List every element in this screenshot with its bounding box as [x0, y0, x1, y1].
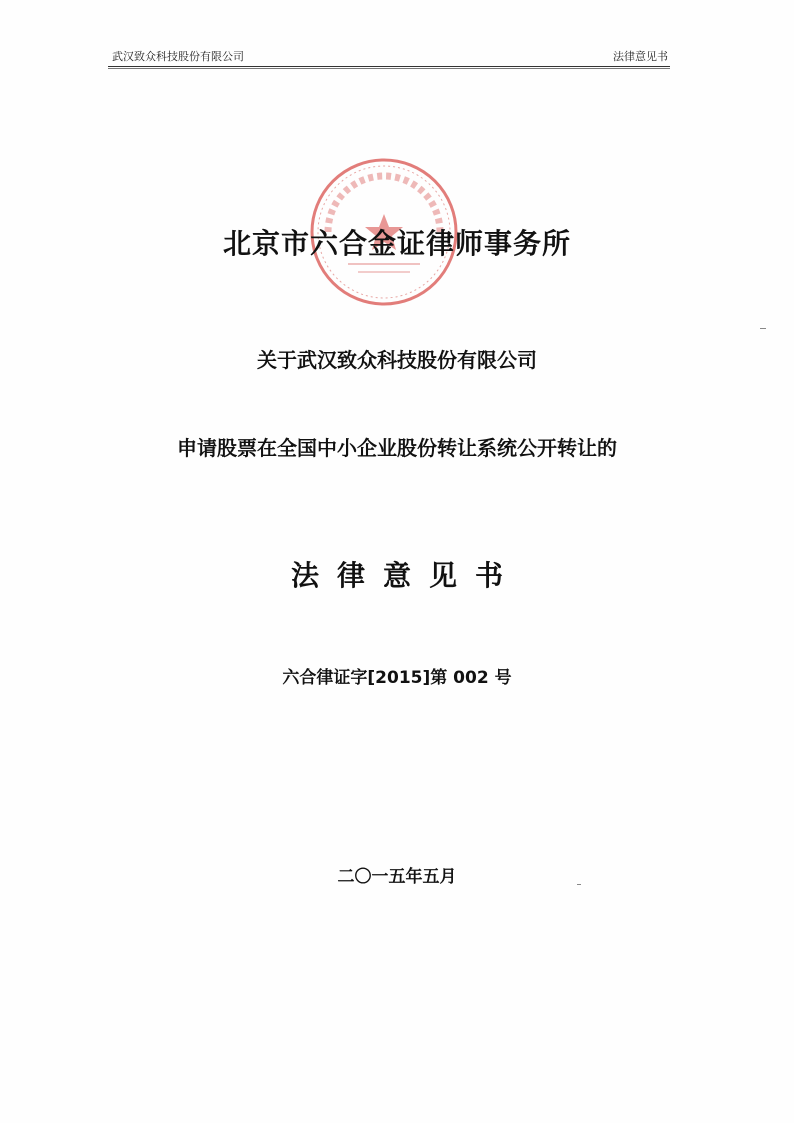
- header-rule: [108, 66, 670, 67]
- header-company-name: 武汉致众科技股份有限公司: [112, 50, 244, 63]
- subtitle-line-1: 关于武汉致众科技股份有限公司: [257, 348, 537, 372]
- subtitle-line-2: 申请股票在全国中小企业股份转让系统公开转让的: [177, 436, 617, 460]
- running-header: [112, 46, 668, 64]
- document-date: 二〇一五年五月: [337, 867, 457, 887]
- document-title: 法律意见书: [290, 559, 521, 592]
- header-rule-secondary: [108, 68, 670, 69]
- document-number: 六合律证字[2015]第 002 号: [282, 668, 512, 688]
- scan-speck: [760, 328, 766, 329]
- scan-speck: [577, 884, 581, 885]
- header-doc-type: 法律意见书: [613, 50, 668, 63]
- law-firm-name: 北京市六合金证律师事务所: [222, 227, 571, 260]
